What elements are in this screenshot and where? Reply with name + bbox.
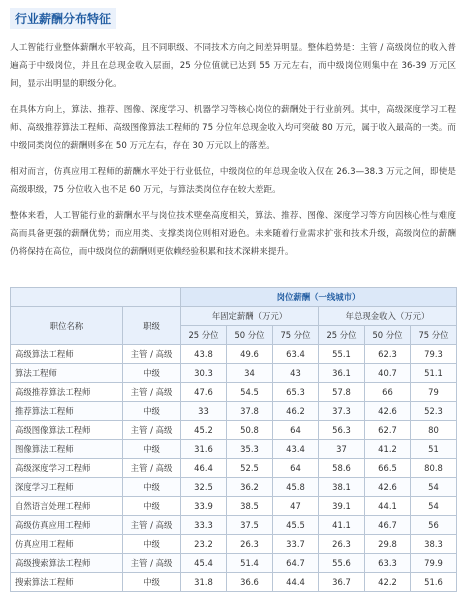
table-row [11, 478, 457, 497]
table-row [11, 459, 457, 478]
col-header-level: 职级 [123, 307, 181, 345]
level-cell: 中级 [123, 535, 181, 554]
value-cell: 45.2 [181, 421, 227, 440]
table-row [11, 364, 457, 383]
level-cell: 中级 [123, 478, 181, 497]
value-cell: 38.5 [227, 497, 273, 516]
value-cell: 39.1 [319, 497, 365, 516]
position-name-cell: 高级搜索算法工程师 [11, 554, 123, 573]
value-cell: 62.3 [365, 345, 411, 364]
value-cell: 49.6 [227, 345, 273, 364]
value-cell: 80.8 [411, 459, 457, 478]
value-cell: 29.8 [365, 535, 411, 554]
value-cell: 33.7 [273, 535, 319, 554]
value-cell: 36.1 [319, 364, 365, 383]
value-cell: 26.3 [319, 535, 365, 554]
position-name-cell: 仿真应用工程师 [11, 535, 123, 554]
value-cell: 46.4 [181, 459, 227, 478]
percentile-header: 50 分位 [227, 326, 273, 345]
value-cell: 52.3 [411, 402, 457, 421]
table-row [11, 516, 457, 535]
value-cell: 42.6 [365, 402, 411, 421]
level-cell: 主管 / 高级 [123, 516, 181, 535]
group-header-total: 年总现金收入（万元） [319, 307, 457, 326]
level-cell: 主管 / 高级 [123, 345, 181, 364]
value-cell: 46.2 [273, 402, 319, 421]
value-cell: 52.5 [227, 459, 273, 478]
section-title: 行业薪酬分布特征 [10, 8, 116, 29]
level-cell: 主管 / 高级 [123, 459, 181, 478]
value-cell: 66 [365, 383, 411, 402]
value-cell: 43.4 [273, 440, 319, 459]
table-row [11, 402, 457, 421]
value-cell: 44.4 [273, 573, 319, 592]
value-cell: 31.8 [181, 573, 227, 592]
value-cell: 41.2 [365, 440, 411, 459]
value-cell: 37.8 [227, 402, 273, 421]
value-cell: 36.2 [227, 478, 273, 497]
level-cell: 中级 [123, 497, 181, 516]
value-cell: 55.1 [319, 345, 365, 364]
percentile-header: 75 分位 [273, 326, 319, 345]
level-cell: 主管 / 高级 [123, 421, 181, 440]
value-cell: 64 [273, 421, 319, 440]
paragraph-3: 相对而言，仿真应用工程师的薪酬水平处于行业低位，中级岗位的年总现金收入仅在 26.3—38.3 万元之间，即使是高级职级，75 分位收入也不足 60 万元，与算法类岗位存在较大差距。 [10, 167, 456, 195]
value-cell: 36.6 [227, 573, 273, 592]
value-cell: 31.6 [181, 440, 227, 459]
value-cell: 51.1 [411, 364, 457, 383]
salary-table [10, 287, 457, 592]
percentile-header: 25 分位 [319, 326, 365, 345]
value-cell: 79 [411, 383, 457, 402]
value-cell: 79.3 [411, 345, 457, 364]
value-cell: 40.7 [365, 364, 411, 383]
value-cell: 37 [319, 440, 365, 459]
value-cell: 47 [273, 497, 319, 516]
position-name-cell: 算法工程师 [11, 364, 123, 383]
value-cell: 45.8 [273, 478, 319, 497]
position-name-cell: 搜索算法工程师 [11, 573, 123, 592]
value-cell: 38.3 [411, 535, 457, 554]
value-cell: 79.9 [411, 554, 457, 573]
paragraph-2: 在具体方向上，算法、推荐、图像、深度学习、机器学习等核心岗位的薪酬处于行业前列。其中，高级深度学习工程师、高级推荐算法工程师、高级图像算法工程师的 75 分位年总现金收入均可突破 80 万元，属于收入最高的一类。而中级同类岗位的薪酬则多在 50 万元左右，存在 30 万元以上的落差。 [10, 105, 456, 151]
level-cell: 中级 [123, 402, 181, 421]
table-title: 岗位薪酬（一线城市） [181, 288, 457, 307]
spacer [10, 269, 456, 287]
value-cell: 37.5 [227, 516, 273, 535]
table-row [11, 573, 457, 592]
position-name-cell: 高级推荐算法工程师 [11, 383, 123, 402]
value-cell: 55.6 [319, 554, 365, 573]
value-cell: 58.6 [319, 459, 365, 478]
value-cell: 41.1 [319, 516, 365, 535]
level-cell: 主管 / 高级 [123, 383, 181, 402]
value-cell: 23.2 [181, 535, 227, 554]
value-cell: 42.2 [365, 573, 411, 592]
paragraph-1: 人工智能行业整体薪酬水平较高，且不同职级、不同技术方向之间差异明显。整体趋势是：主管 / 高级岗位的收入普遍高于中级岗位，并且在总现金收入层面，25 分位值就已达到 55 万元左右，而中级岗位则集中在 36-39 万元区间，显示出明显的职级分化。 [10, 43, 456, 89]
value-cell: 42.6 [365, 478, 411, 497]
value-cell: 26.3 [227, 535, 273, 554]
value-cell: 30.3 [181, 364, 227, 383]
value-cell: 51.4 [227, 554, 273, 573]
table-row [11, 383, 457, 402]
value-cell: 44.1 [365, 497, 411, 516]
value-cell: 47.6 [181, 383, 227, 402]
value-cell: 43 [273, 364, 319, 383]
table-row [11, 421, 457, 440]
table-row [11, 345, 457, 364]
table-row [11, 497, 457, 516]
value-cell: 57.8 [319, 383, 365, 402]
value-cell: 54 [411, 478, 457, 497]
value-cell: 64.7 [273, 554, 319, 573]
position-name-cell: 高级仿真应用工程师 [11, 516, 123, 535]
value-cell: 33.9 [181, 497, 227, 516]
value-cell: 65.3 [273, 383, 319, 402]
value-cell: 36.7 [319, 573, 365, 592]
position-name-cell: 自然语言处理工程师 [11, 497, 123, 516]
value-cell: 56.3 [319, 421, 365, 440]
level-cell: 中级 [123, 573, 181, 592]
value-cell: 56 [411, 516, 457, 535]
value-cell: 33.3 [181, 516, 227, 535]
table-row [11, 440, 457, 459]
value-cell: 46.7 [365, 516, 411, 535]
value-cell: 66.5 [365, 459, 411, 478]
value-cell: 37.3 [319, 402, 365, 421]
position-name-cell: 推荐算法工程师 [11, 402, 123, 421]
value-cell: 43.8 [181, 345, 227, 364]
position-name-cell: 高级算法工程师 [11, 345, 123, 364]
table-row [11, 554, 457, 573]
percentile-header: 75 分位 [411, 326, 457, 345]
value-cell: 51.6 [411, 573, 457, 592]
value-cell: 35.3 [227, 440, 273, 459]
level-cell: 中级 [123, 364, 181, 383]
value-cell: 32.5 [181, 478, 227, 497]
value-cell: 34 [227, 364, 273, 383]
position-name-cell: 深度学习工程师 [11, 478, 123, 497]
table-corner [11, 288, 181, 307]
percentile-header: 50 分位 [365, 326, 411, 345]
value-cell: 62.7 [365, 421, 411, 440]
value-cell: 80 [411, 421, 457, 440]
position-name-cell: 图像算法工程师 [11, 440, 123, 459]
value-cell: 63.4 [273, 345, 319, 364]
position-name-cell: 高级深度学习工程师 [11, 459, 123, 478]
table-row [11, 535, 457, 554]
value-cell: 38.1 [319, 478, 365, 497]
value-cell: 64 [273, 459, 319, 478]
value-cell: 54 [411, 497, 457, 516]
value-cell: 33 [181, 402, 227, 421]
table-body [11, 345, 457, 592]
value-cell: 45.4 [181, 554, 227, 573]
value-cell: 63.3 [365, 554, 411, 573]
position-name-cell: 高级图像算法工程师 [11, 421, 123, 440]
group-header-fixed: 年固定薪酬（万元） [181, 307, 319, 326]
paragraph-4: 整体来看，人工智能行业的薪酬水平与岗位技术壁垒高度相关，算法、推荐、图像、深度学习等方向因核心性与难度高而具备更强的薪酬优势；而应用类、支撑类岗位则相对逊色。未来随着行业需求扩张和技术升级，高级岗位的薪酬仍将保持在高位，而中级岗位的薪酬则更依赖经验积累和技术深耕来提升。 [10, 211, 456, 257]
level-cell: 中级 [123, 440, 181, 459]
value-cell: 50.8 [227, 421, 273, 440]
level-cell: 主管 / 高级 [123, 554, 181, 573]
percentile-header: 25 分位 [181, 326, 227, 345]
value-cell: 54.5 [227, 383, 273, 402]
value-cell: 51 [411, 440, 457, 459]
value-cell: 45.5 [273, 516, 319, 535]
col-header-position: 职位名称 [11, 307, 123, 345]
